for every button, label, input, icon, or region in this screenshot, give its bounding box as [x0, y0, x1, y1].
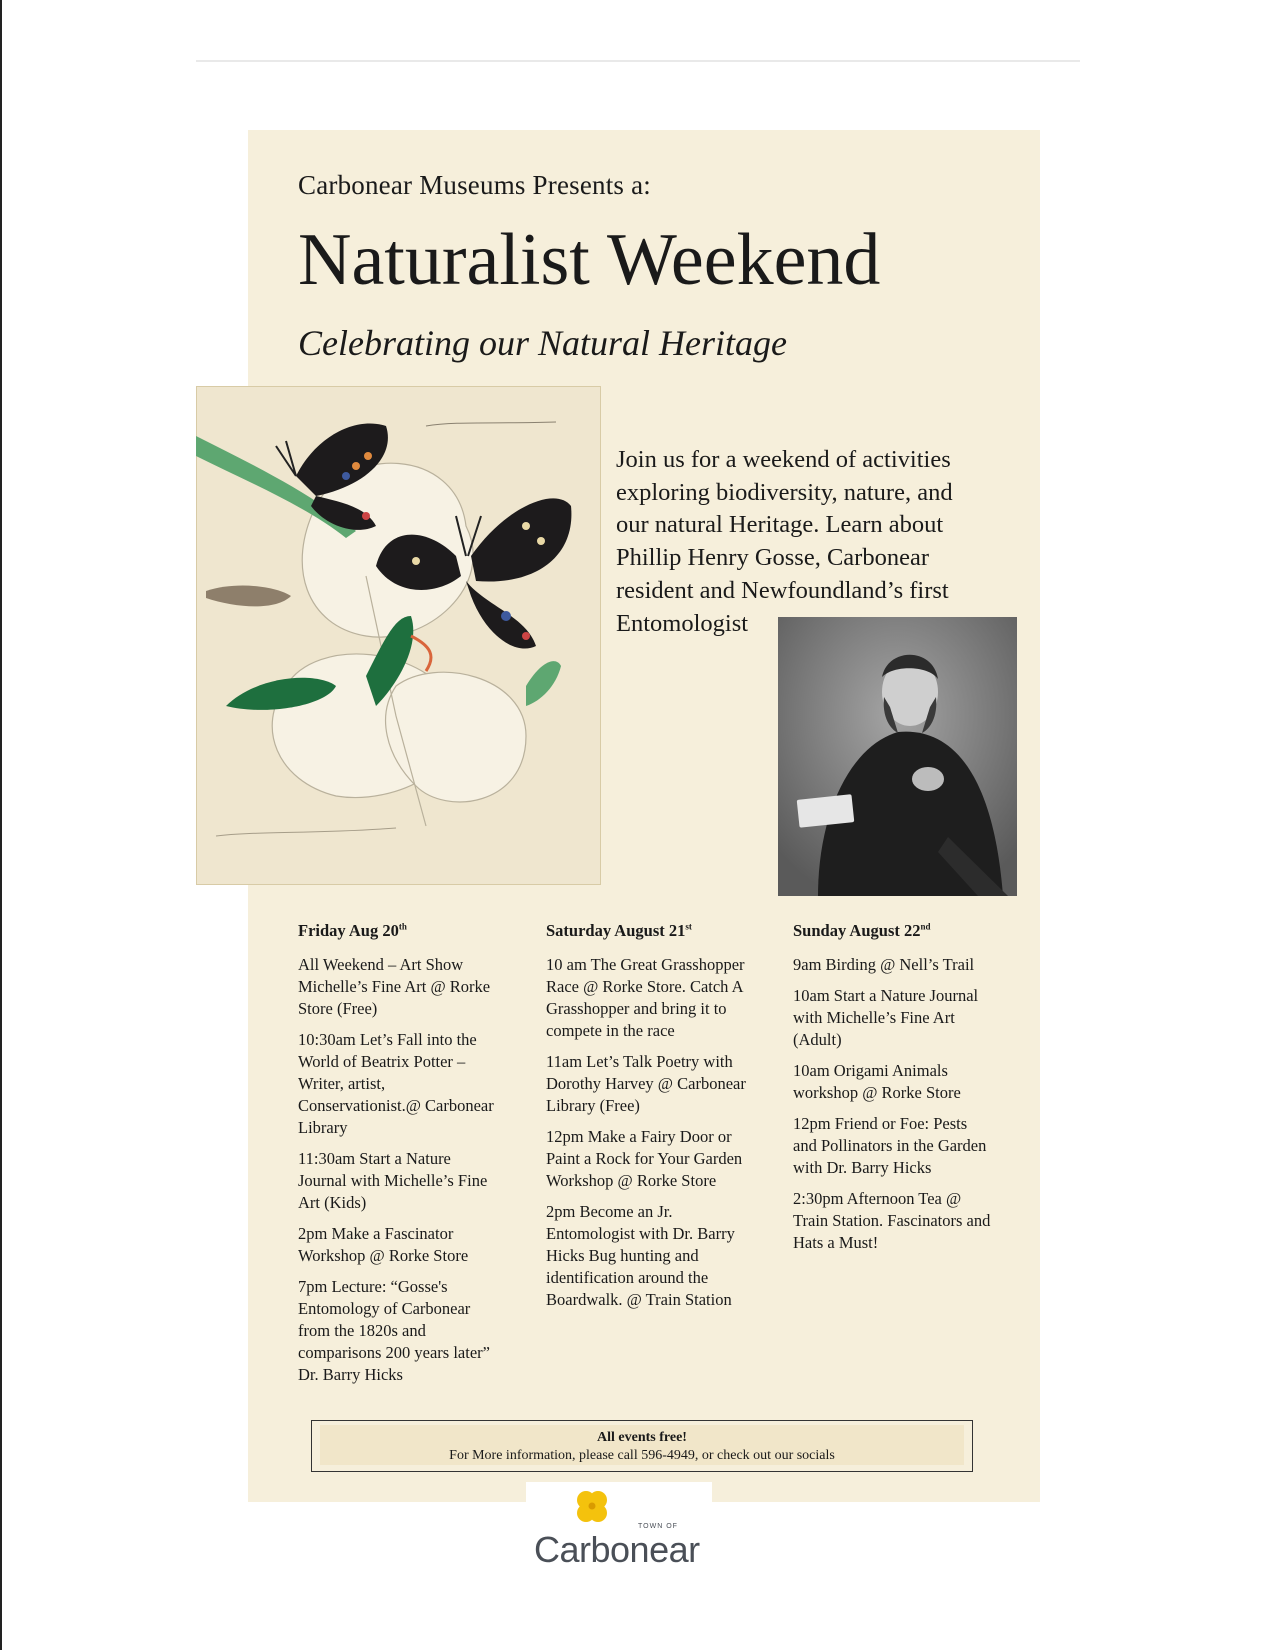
sunday-event: 2:30pm Afternoon Tea @ Train Station. Fascinators and Hats a Must! — [793, 1189, 991, 1252]
sunday-event: 10am Start a Nature Journal with Michelle’s Fine Art (Adult) — [793, 986, 979, 1049]
portrait-photo — [778, 617, 1017, 896]
sunday-event: 10am Origami Animals workshop @ Rorke Store — [793, 1061, 961, 1102]
schedule-saturday — [546, 920, 746, 1320]
info-box-inner — [320, 1425, 964, 1465]
friday-event: 11:30am Start a Nature Journal with Michelle’s Fine Art (Kids) — [298, 1149, 488, 1212]
friday-event: 2pm Make a Fascinator Workshop @ Rorke Store — [298, 1224, 469, 1265]
saturday-event: 11am Let’s Talk Poetry with Dorothy Harvey @ Carbonear Library (Free) — [546, 1052, 746, 1115]
saturday-day-suffix: st — [685, 921, 692, 932]
saturday-heading — [546, 920, 746, 942]
friday-day-suffix: th — [398, 921, 407, 932]
event-title: Naturalist Weekend — [298, 219, 881, 301]
top-divider — [196, 60, 1080, 62]
logo-town-of: TOWN OF — [638, 1523, 678, 1530]
sunday-event: 12pm Friend or Foe: Pests and Pollinators in the Garden with Dr. Barry Hicks — [793, 1114, 987, 1177]
sunday-heading — [793, 920, 993, 942]
event-subtitle: Celebrating our Natural Heritage — [298, 323, 787, 363]
butterfly-illustration — [196, 386, 601, 885]
town-logo — [526, 1482, 712, 1572]
friday-event: 7pm Lecture: “Gosse's Entomology of Carbonear from the 1820s and comparisons 200 years later” Dr. Barry Hicks — [298, 1277, 490, 1384]
sunday-day-suffix: nd — [920, 921, 931, 932]
schedule-sunday — [793, 920, 993, 1263]
sunday-event: 9am Birding @ Nell’s Trail — [793, 955, 975, 974]
page-left-edge — [0, 0, 2, 1650]
schedule-friday — [298, 920, 498, 1395]
saturday-day-label: Saturday August 21 — [546, 921, 686, 940]
saturday-event: 12pm Make a Fairy Door or Paint a Rock for Your Garden Workshop @ Rorke Store — [546, 1127, 743, 1190]
friday-event: 10:30am Let’s Fall into the World of Beatrix Potter – Writer, artist, Conservationist.@ Carbonear Library — [298, 1030, 494, 1137]
friday-heading — [298, 920, 498, 942]
logo-wordmark: Carbonear — [534, 1529, 700, 1570]
intro-paragraph: Join us for a weekend of activities exploring biodiversity, nature, and our natural Heritage. Learn about Phillip Henry Gosse, Carbonear resident and Newfoundland’s first Entomologist — [616, 446, 953, 637]
info-box — [311, 1420, 973, 1472]
sunday-day-label: Sunday August 22 — [793, 921, 921, 940]
all-events-free: All events free! — [597, 1430, 687, 1445]
contact-info: For More information, please call 596-4949, or check out our socials — [449, 1448, 835, 1463]
presents-line: Carbonear Museums Presents a: — [298, 170, 651, 200]
friday-event: All Weekend – Art Show Michelle’s Fine Art @ Rorke Store (Free) — [298, 955, 491, 1018]
saturday-event: 2pm Become an Jr. Entomologist with Dr. Barry Hicks Bug hunting and identification around the Boardwalk. @ Train Station — [546, 1202, 735, 1309]
saturday-event: 10 am The Great Grasshopper Race @ Rorke Store. Catch A Grasshopper and bring it to compete in the race — [546, 955, 745, 1040]
friday-day-label: Friday Aug 20 — [298, 921, 399, 940]
